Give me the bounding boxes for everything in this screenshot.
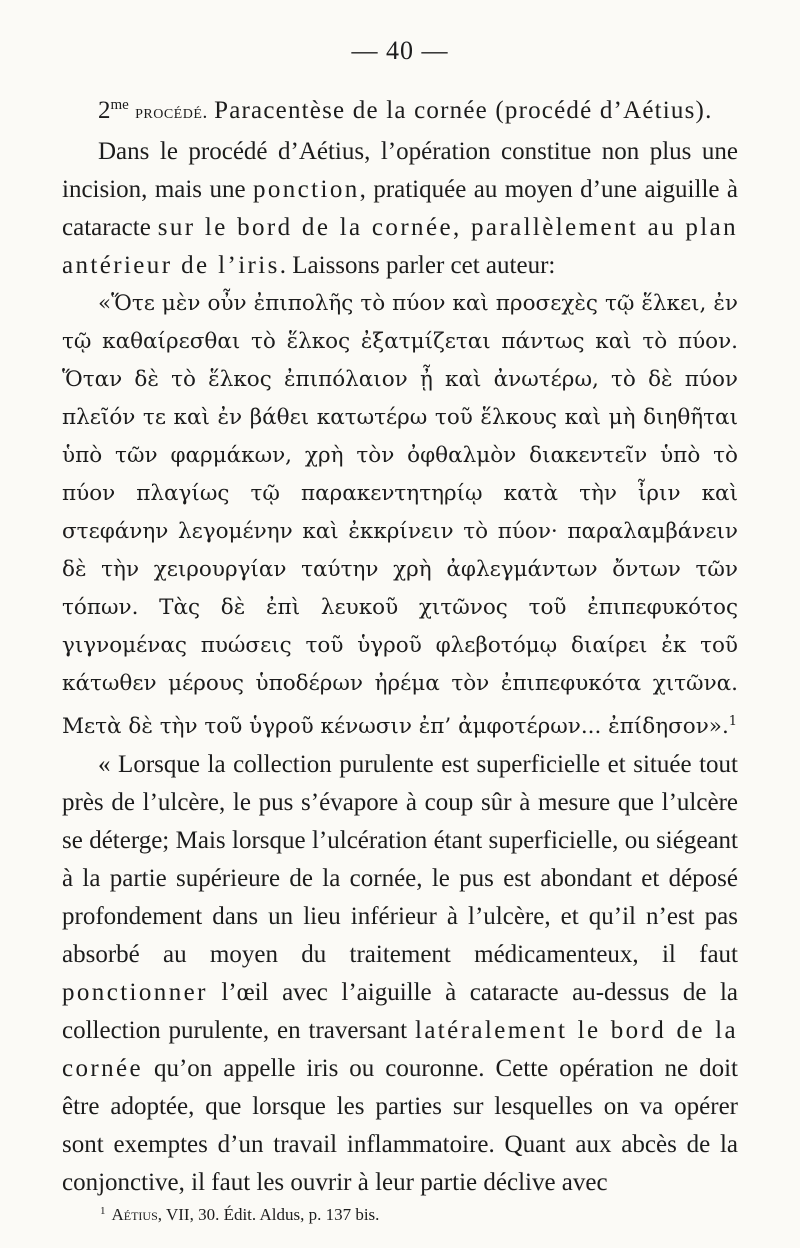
paragraph-intro <box>62 133 738 285</box>
paragraph-translation-text-2: l’œil avec l’aiguille à cataracte au-dessus de la collection purulente, en traversant <box>62 979 738 1045</box>
paragraph-translation <box>62 746 738 1202</box>
emphasis-lateralement: latéralement le bord de la cornée <box>62 1017 738 1083</box>
footnote-number: 1 <box>100 1205 106 1217</box>
greek-quotation-text: «Ὅτε μὲν οὖν ἐπιπολῆς τὸ πύον καὶ προσεχὲς τῷ ἕλκει, ἐν τῷ καθαίρεσθαι τὸ ἕλκος ἐξατμίζεται πάντως καὶ τὸ πύον. Ὅταν δὲ τὸ ἕλκος ἐπιπόλαιον ᾖ καὶ ἀνωτέρω, τὸ δὲ πύον πλεῖόν τε καὶ ἐν βάθει κατωτέρω τοῦ ἕλκους καὶ μὴ διηθῆται ὑπὸ τῶν φαρμάκων, χρὴ τὸν ὀφθαλμὸν διακεντεῖν ὑπὸ τὸ πύον πλαγίως τῷ παρακεντητηρίῳ κατὰ τὴν ἶριν καὶ στεφάνην λεγομένην καὶ ἐκκρίνειν τὸ πύον· παραλαμβάνειν δὲ τὴν χειρουργίαν ταύτην χρὴ ἀφλεγμάντων ὄντων τῶν τόπων. Τὰς δὲ ἐπὶ λευκοῦ χιτῶνος τοῦ ἐπιπεφυκότος γιγνομένας πυώσεις τοῦ ὑγροῦ φλεβοτόμῳ διαίρει ἐκ τοῦ κάτωθεν μέρους ὑποδέρων ἠρέμα τὸν ἐπιπεφυκότα χιτῶνα. Μετὰ δὲ τὴν τοῦ ὑγροῦ κένωσιν ἐπ’ ἀμφοτέρων... ἐπίδησον». <box>62 291 738 740</box>
footnote-author: Aétius <box>111 1205 158 1224</box>
greek-quotation <box>62 285 738 746</box>
heading-ordinal-suffix: me <box>110 97 129 113</box>
paragraph-translation-text-1: « Lorsque la collection purulente est superficielle et située tout près de l’ulcère, le pus s’évapore à coup sûr à mesure que l’ulcère se déterge; Mais lorsque l’ulcération étant superficielle, ou siégeant à la partie supérieure de la cornée, le pus est abondant et déposé profondement dans un lieu inférieur à l’ulcère, et qu’il n’est pas absorbé au moyen du traitement médicamenteux, il faut <box>62 751 738 969</box>
paragraph-intro-text-1: Dans le procédé d’Aétius, l’opération constitue non plus une incision, mais une <box>62 138 738 203</box>
footnote-reference: 1 <box>728 714 738 729</box>
emphasis-ponction: ponction <box>252 176 360 203</box>
footnote-citation: , VII, 30. Édit. Aldus, p. 137 bis. <box>157 1205 380 1224</box>
emphasis-ponctionner: ponctionner <box>62 979 208 1007</box>
heading-title: Paracentèse de la cornée (procédé d’Aétius). <box>214 97 713 124</box>
paragraph-intro-text-2: , pratiquée au moyen d’une aiguille à cataracte <box>62 176 738 241</box>
footnote <box>100 1200 740 1226</box>
heading-procede-label: procédé. <box>135 101 208 123</box>
paragraph-translation-text-3: qu’on appelle iris ou couronne. Cette opération ne doit être adoptée, que lorsque les parties sur lesquelles on va opérer sont exemptes d’un travail inflammatoire. Quant aux abcès de la conjonctive, il faut les ouvrir à leur partie déclive avec <box>62 1055 738 1197</box>
heading-ordinal <box>98 97 129 124</box>
heading-ordinal-number: 2 <box>98 97 111 124</box>
main-text <box>62 88 738 1202</box>
emphasis-bord-cornee: sur le bord de la cornée, parallèlement au plan antérieur de l’iris <box>62 214 738 279</box>
paragraph-intro-text-3: . Laissons parler cet auteur: <box>279 252 556 279</box>
section-heading <box>62 88 738 129</box>
page-number: — 40 — <box>351 36 449 65</box>
